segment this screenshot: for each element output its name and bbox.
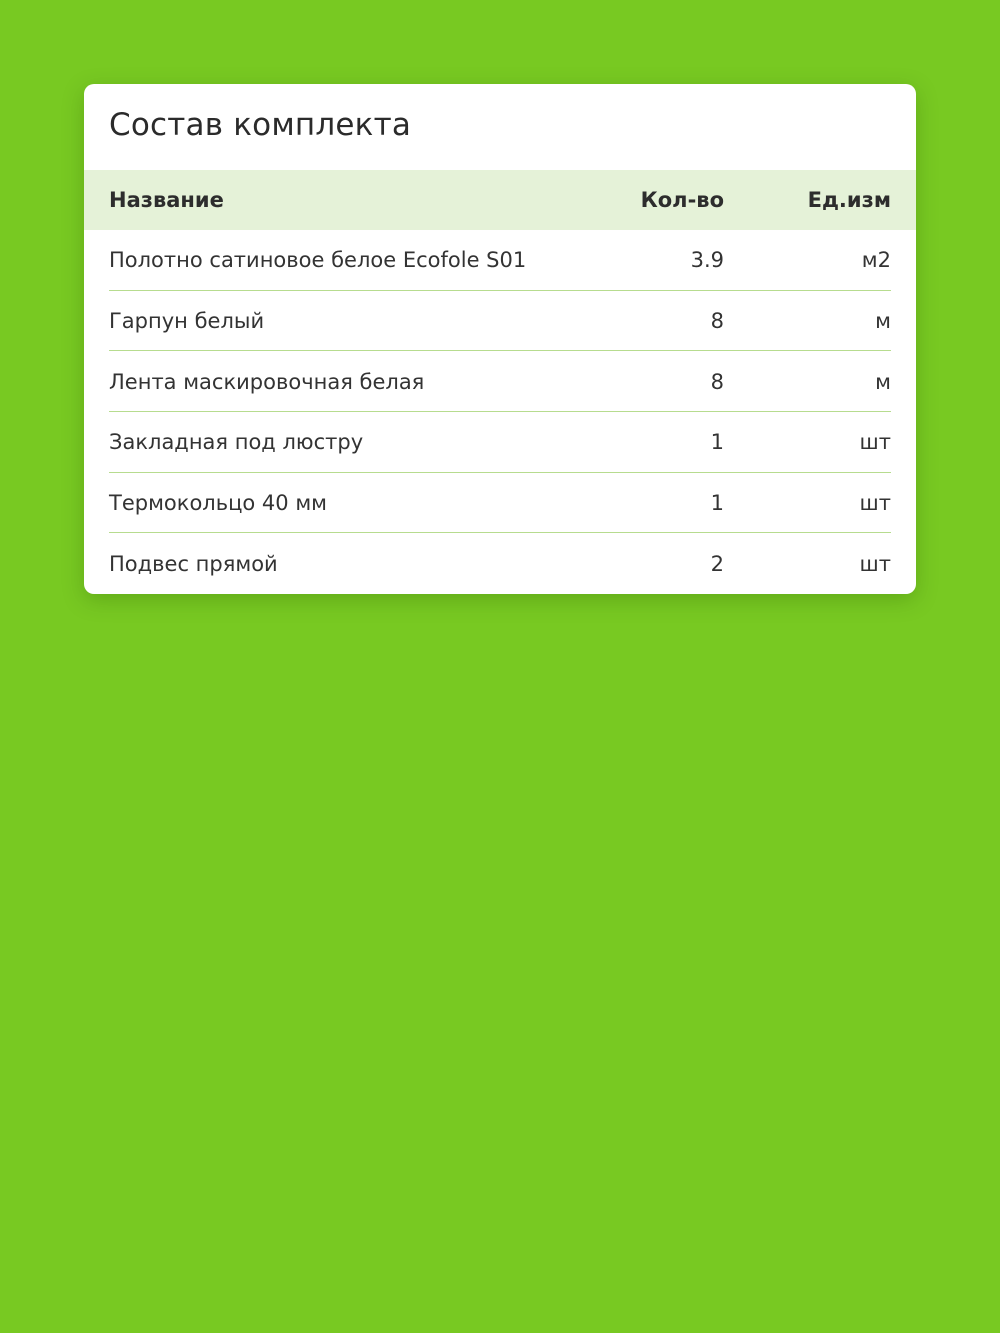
table-row bbox=[84, 533, 916, 594]
kit-contents-card bbox=[84, 84, 916, 594]
cell-name: Подвес прямой bbox=[109, 551, 278, 576]
cell-unit: м2 bbox=[861, 248, 891, 273]
table-body bbox=[84, 230, 916, 594]
table-header bbox=[84, 170, 916, 230]
cell-name: Закладная под люстру bbox=[109, 430, 364, 455]
table-row bbox=[84, 473, 916, 534]
cell-qty: 1 bbox=[710, 430, 724, 455]
header-name: Название bbox=[109, 188, 224, 212]
cell-unit: шт bbox=[859, 490, 891, 515]
cell-qty: 1 bbox=[710, 490, 724, 515]
table-row bbox=[84, 230, 916, 291]
cell-qty: 8 bbox=[710, 308, 724, 333]
table-row bbox=[84, 291, 916, 352]
table-row bbox=[84, 412, 916, 473]
kit-contents-table bbox=[84, 170, 916, 594]
cell-name: Термокольцо 40 мм bbox=[109, 490, 327, 515]
table-row bbox=[84, 351, 916, 412]
cell-unit: м bbox=[875, 369, 891, 394]
cell-qty: 8 bbox=[710, 369, 724, 394]
cell-name: Гарпун белый bbox=[109, 308, 265, 333]
header-unit: Ед.изм bbox=[807, 188, 891, 212]
header-qty: Кол-во bbox=[640, 188, 724, 212]
cell-unit: шт bbox=[859, 430, 891, 455]
cell-unit: м bbox=[875, 308, 891, 333]
cell-qty: 2 bbox=[710, 551, 724, 576]
cell-name: Полотно сатиновое белое Ecofole S01 bbox=[109, 248, 527, 273]
cell-unit: шт bbox=[859, 551, 891, 576]
cell-name: Лента маскировочная белая bbox=[109, 369, 425, 394]
card-title: Состав комплекта bbox=[109, 107, 412, 143]
cell-qty: 3.9 bbox=[690, 248, 724, 273]
